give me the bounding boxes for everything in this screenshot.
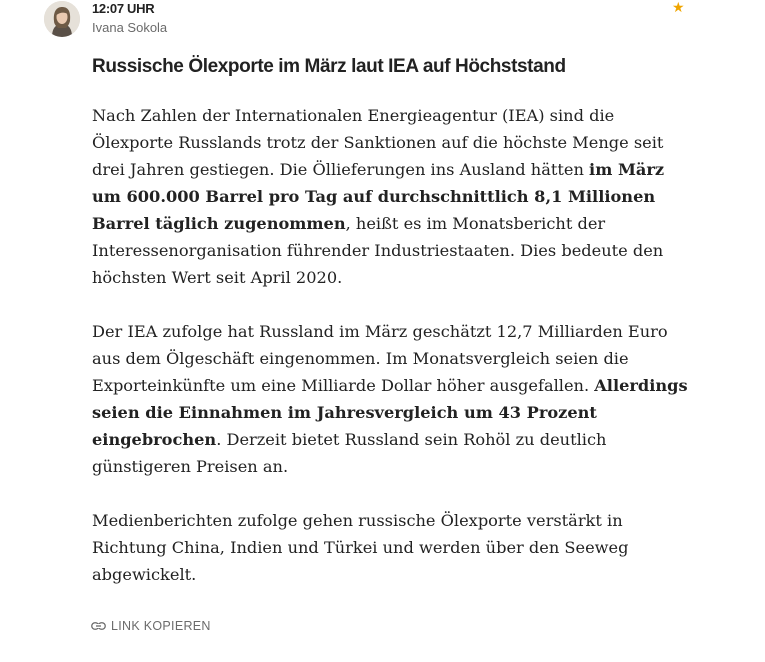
entry-headline: Russische Ölexporte im März laut IEA auf Höchststand bbox=[92, 56, 566, 77]
highlight-text: Allerdings seien die Einnahmen im Jahresvergleich um 43 Prozent eingebrochen bbox=[92, 376, 688, 449]
copy-link-label: LINK KOPIEREN bbox=[111, 619, 211, 633]
copy-link-button[interactable] bbox=[91, 619, 211, 633]
link-icon bbox=[91, 621, 106, 631]
author-avatar bbox=[44, 1, 80, 37]
entry-body bbox=[92, 102, 692, 615]
author-name: Ivana Sokola bbox=[92, 20, 168, 35]
body-paragraph-3: Medienberichten zufolge gehen russische Ölexporte verstärkt in Richtung China, Indien und Türkei und werden über den Seeweg abgewickelt. bbox=[92, 511, 629, 584]
star-icon: ★ bbox=[672, 0, 685, 16]
entry-time: 12:07 UHR bbox=[92, 1, 155, 16]
body-paragraph-2: Der IEA zufolge hat Russland im März geschätzt 12,7 Milliarden Euro aus dem Ölgeschäft eingenommen. Im Monatsvergleich seien die Exporteinkünfte um eine Milliarde Dollar höher ausgefallen. Allerdings seien die Einnahmen im Jahresvergleich um 43 Prozent eingebrochen. Derzeit bietet Russland sein Rohöl zu deutlich günstigeren Preisen an. bbox=[92, 322, 688, 476]
highlight-text: im März um 600.000 Barrel pro Tag auf durchschnittlich 8,1 Millionen Barrel täglich zugenommen bbox=[92, 160, 665, 233]
body-paragraph-1: Nach Zahlen der Internationalen Energieagentur (IEA) sind die Ölexporte Russlands trotz der Sanktionen auf die höchste Menge seit drei Jahren gestiegen. Die Öllieferungen ins Ausland hätten im März um 600.000 Barrel pro Tag auf durchschnittlich 8,1 Millionen Barrel täglich zugenommen, heißt es im Monatsbericht der Interessenorganisation führender Industriestaaten. Dies bedeute den höchsten Wert seit April 2020. bbox=[92, 106, 665, 287]
